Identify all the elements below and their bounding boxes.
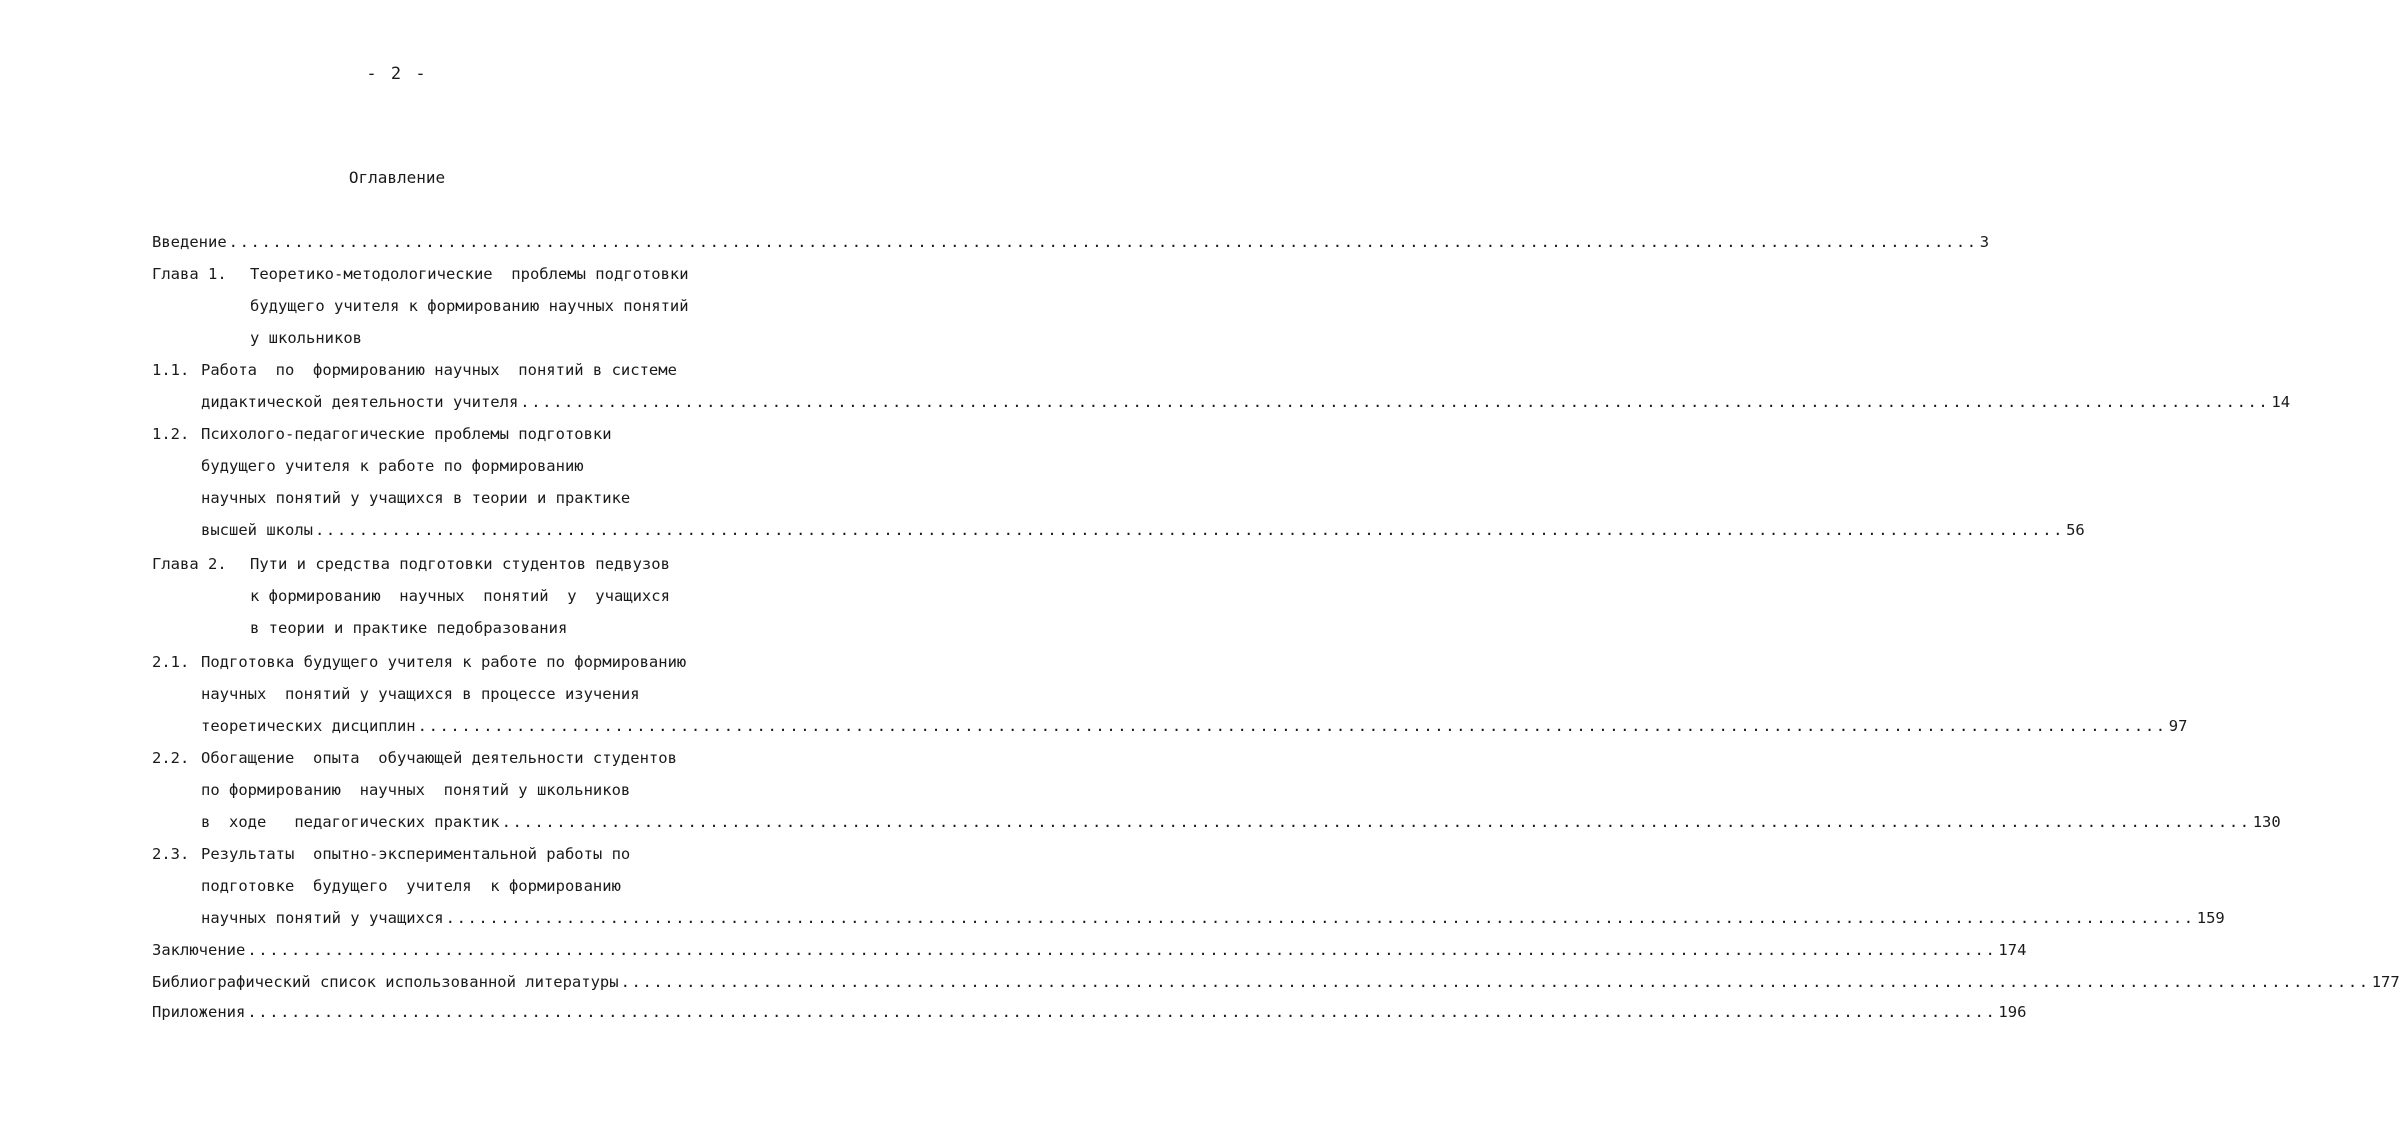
dot-leader: ................................................................................................................................................................ [228,233,1978,251]
dot-leader: ................................................................................................................................................................ [247,1003,1997,1021]
section-2-2-last-line[interactable] [201,812,2281,832]
section-2-3-last-line[interactable] [201,908,2225,928]
section-1-1-last-line[interactable] [201,392,2291,412]
dot-leader: ................................................................................................................................................................ [314,521,2065,539]
chapter-1-number: Глава 1. [152,265,227,283]
section-2-2-number: 2.2. [152,749,190,767]
chapter-2-number: Глава 2. [152,555,227,573]
chapter-1-title-line[interactable]: Теоретико-методологические проблемы подготовки [250,265,689,283]
entry-label: Заключение [152,941,246,959]
dot-leader: ................................................................................................................................................................ [417,717,2167,735]
section-1-1-title-line[interactable]: Работа по формированию научных понятий в системе [201,361,677,379]
entry-label: Приложения [152,1003,246,1021]
section-2-3-title-line[interactable]: подготовке будущего учителя к формированию [201,877,621,895]
toc-entry-introduction[interactable] [152,232,1990,252]
section-1-2-title-line[interactable]: будущего учителя к работе по формированию [201,457,584,475]
entry-page: 177 [2371,973,2400,991]
entry-page: 196 [1998,1003,2027,1021]
entry-page: 159 [2196,909,2225,927]
entry-label: теоретических дисциплин [201,717,416,735]
entry-label: в ходе педагогических практик [201,813,500,831]
section-2-3-title-line[interactable]: Результаты опытно-экспериментальной работы по [201,845,631,863]
entry-page: 130 [2252,813,2281,831]
section-1-2-title-line[interactable]: Психолого-педагогические проблемы подготовки [201,425,612,443]
section-1-2-title-line[interactable]: научных понятий у учащихся в теории и практике [201,489,631,507]
entry-label: дидактической деятельности учителя [201,393,519,411]
chapter-2-title-line[interactable]: к формированию научных понятий у учащихся [250,587,670,605]
section-2-3-number: 2.3. [152,845,190,863]
chapter-1-title-line[interactable]: у школьников [250,329,362,347]
dot-leader: ................................................................................................................................................................ [247,941,1997,959]
entry-label: Библиографический список использованной литературы [152,973,619,991]
entry-page: 56 [2066,521,2085,539]
entry-page: 14 [2271,393,2291,411]
entry-page: 174 [1998,941,2027,959]
section-2-1-last-line[interactable] [201,716,2188,736]
section-2-2-title-line[interactable]: Обогащение опыта обучающей деятельности студентов [201,749,677,767]
toc-entry-bibliography[interactable] [152,972,2400,992]
section-2-1-title-line[interactable]: Подготовка будущего учителя к работе по формированию [201,653,687,671]
entry-label: научных понятий у учащихся [201,909,444,927]
section-1-2-last-line[interactable] [201,520,2085,540]
chapter-2-title-line[interactable]: в теории и практике педобразования [250,619,568,637]
entry-page: 3 [1979,233,1990,251]
section-2-1-number: 2.1. [152,653,190,671]
toc-entry-conclusion[interactable] [152,940,2027,960]
section-2-1-title-line[interactable]: научных понятий у учащихся в процессе изучения [201,685,640,703]
dot-leader: ................................................................................................................................................................ [520,393,2270,411]
section-1-2-number: 1.2. [152,425,190,443]
entry-label: высшей школы [201,521,313,539]
toc-title: Оглавление [348,168,446,187]
dot-leader: ................................................................................................................................................................ [501,813,2251,831]
chapter-2-title-line[interactable]: Пути и средства подготовки студентов педвузов [250,555,670,573]
entry-page: 97 [2168,717,2188,735]
dot-leader: ................................................................................................................................................................ [620,973,2370,991]
section-1-1-number: 1.1. [152,361,190,379]
chapter-1-title-line[interactable]: будущего учителя к формированию научных понятий [250,297,689,315]
dot-leader: ................................................................................................................................................................ [445,909,2195,927]
page-number: - 2 - [366,64,428,84]
entry-label: Введение [152,233,227,251]
section-2-2-title-line[interactable]: по формированию научных понятий у школьников [201,781,631,799]
toc-entry-appendix[interactable] [152,1002,2027,1022]
